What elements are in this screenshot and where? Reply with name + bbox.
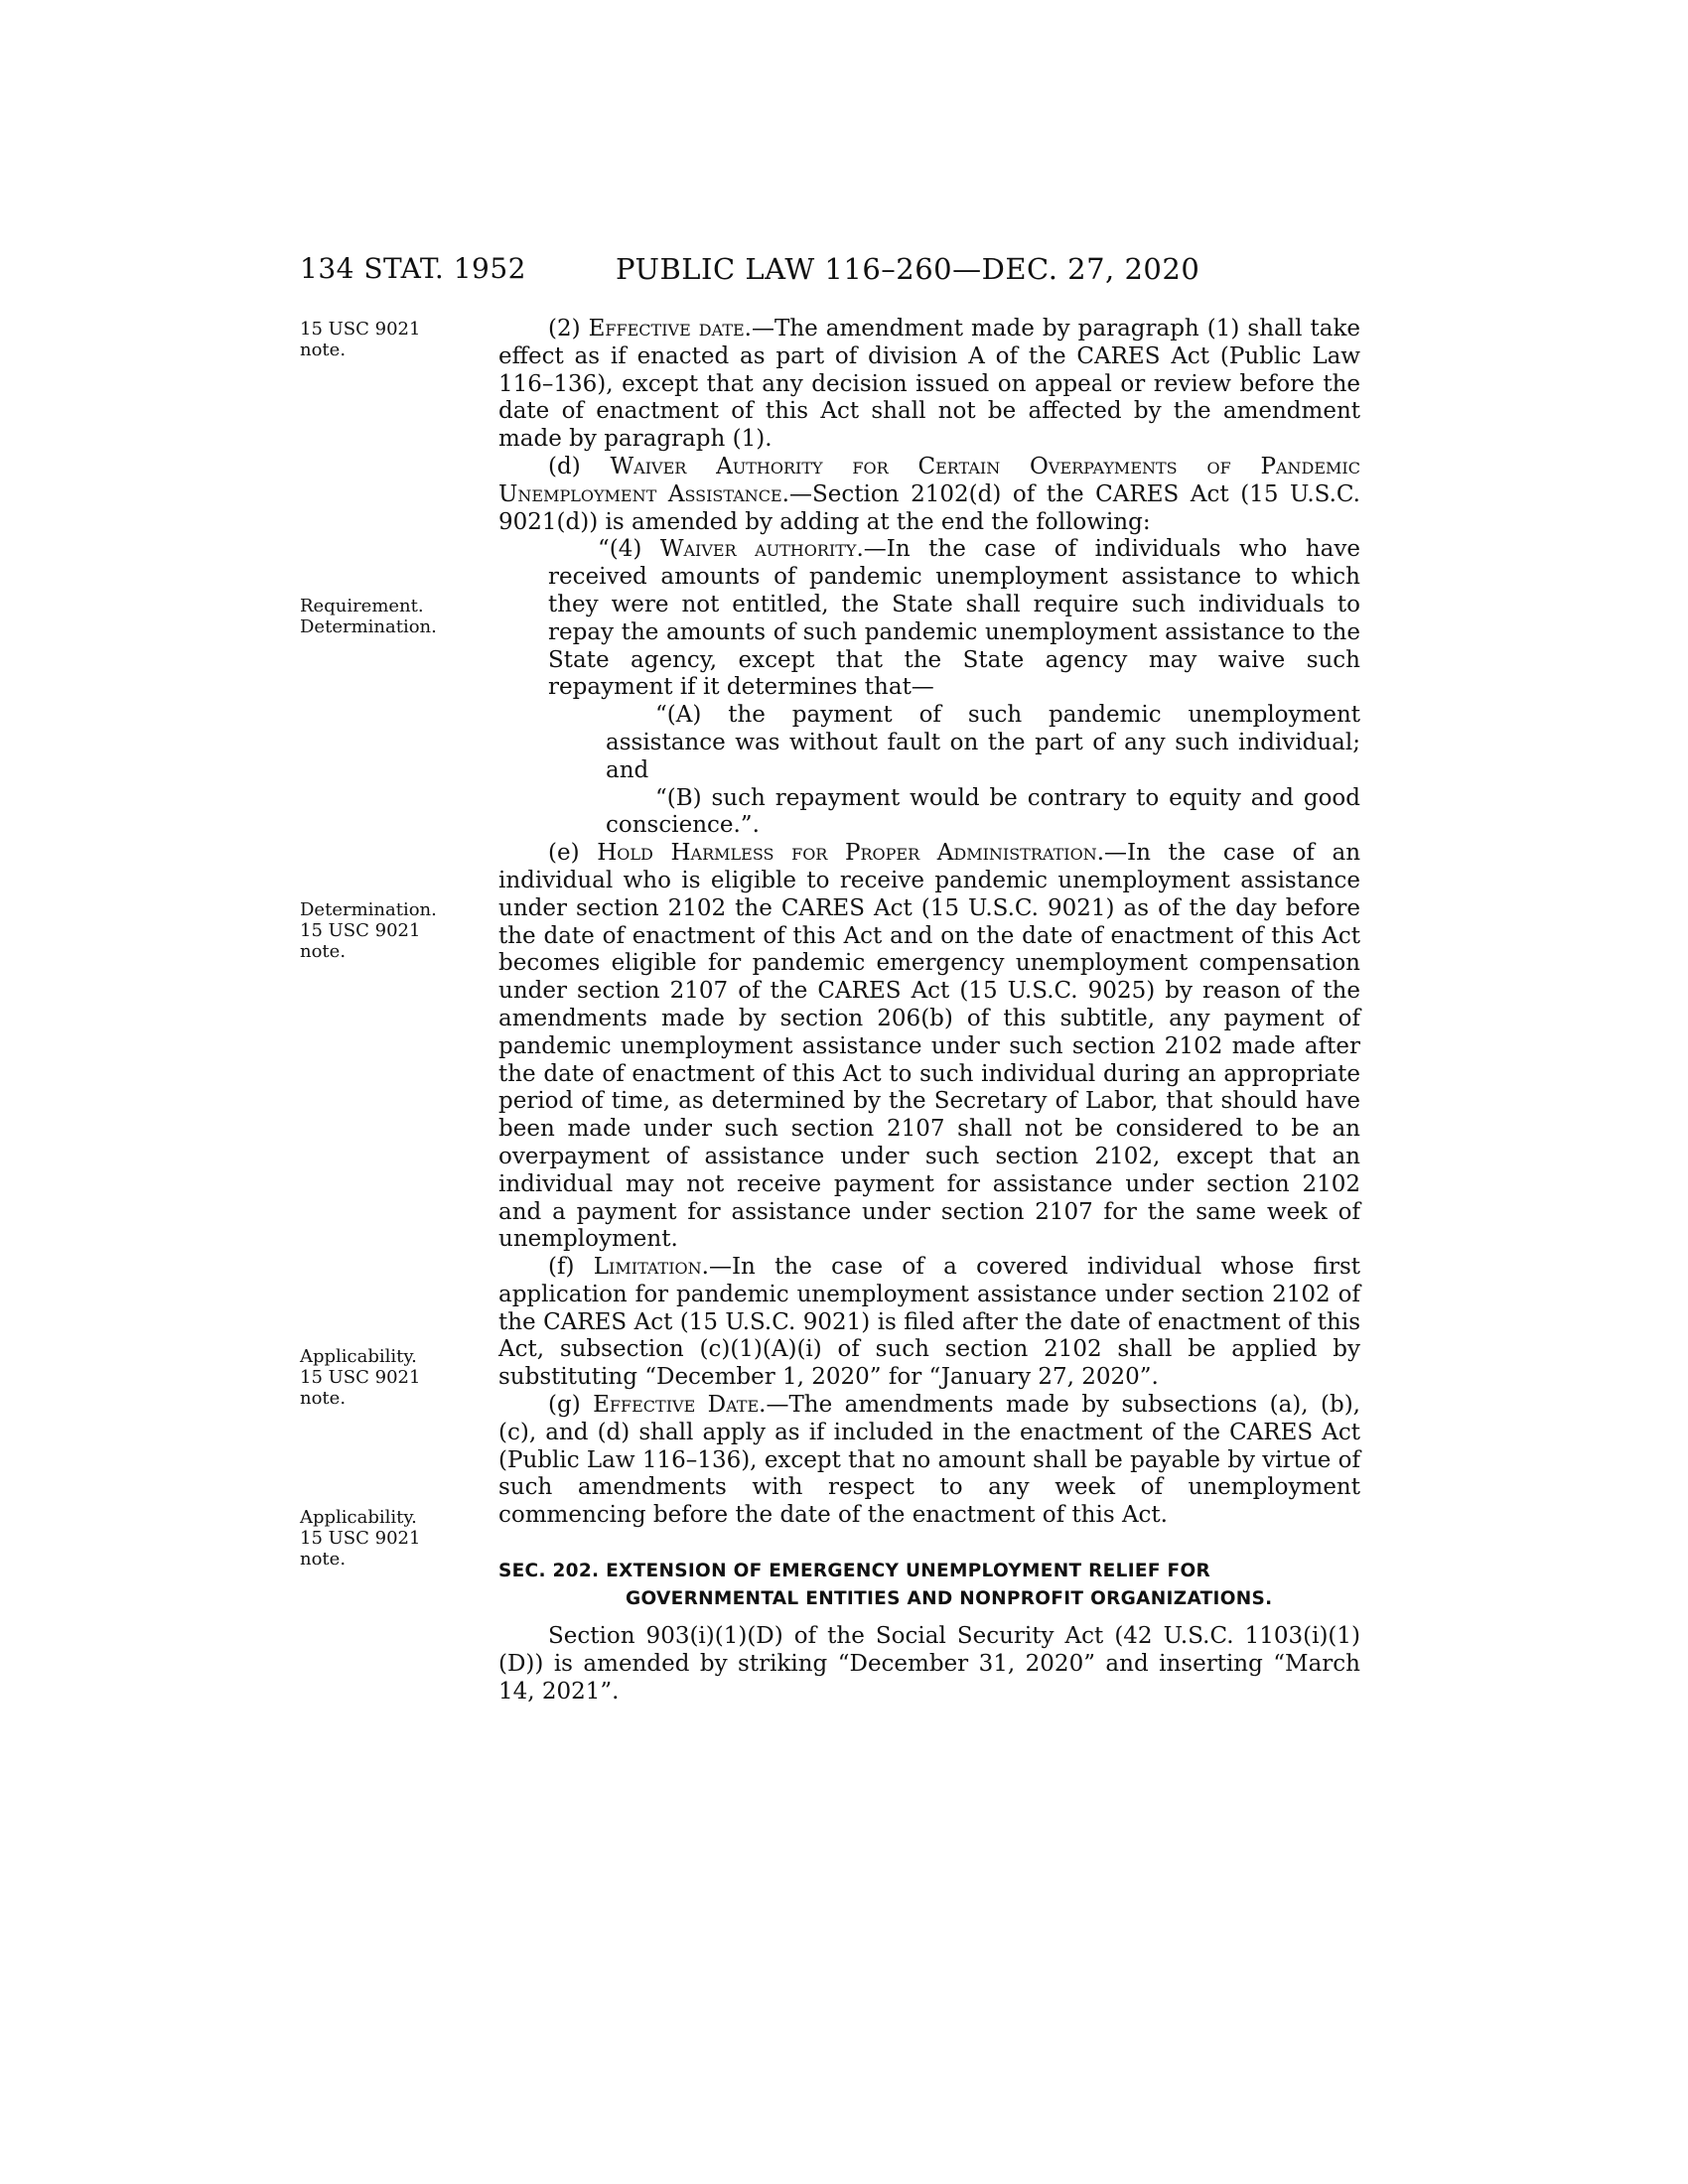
stat-page-number: 134 STAT. 1952 bbox=[300, 252, 526, 285]
section-202-heading: SEC. 202. EXTENSION OF EMERGENCY UNEMPLOYMENT RELIEF FOR GOVERNMENTAL ENTITIES AND NONPROFIT ORGANIZATIONS. bbox=[498, 1561, 1273, 1610]
subsection-d-waiver-authority: (d) Waiver Authority for Certain Overpayments of Pandemic Unemployment Assistance.—Section 2102(d) of the CARES Act (15 U.S.C. 9021(d)) is amended by adding at the end the following: bbox=[498, 453, 1360, 535]
quoted-subparagraph-b: “(B) such repayment would be contrary to equity and good conscience.”. bbox=[606, 784, 1360, 839]
margin-note: Requirement. Determination. bbox=[300, 596, 437, 637]
margin-note: Determination. 15 USC 9021 note. bbox=[300, 899, 437, 962]
margin-note: Applicability. 15 USC 9021 note. bbox=[300, 1346, 421, 1409]
margin-note: Applicability. 15 USC 9021 note. bbox=[300, 1507, 421, 1570]
quoted-paragraph-4: “(4) Waiver authority.—In the case of individuals who have received amounts of pandemic unemployment assistance to which they were not entitled, the State shall require such individuals to repay the amounts of such pandemic unemployment assistance to the State agency, except that the State agency may waive such repayment if it determines that— bbox=[548, 536, 1360, 701]
statute-body bbox=[498, 316, 1360, 1706]
margin-note: 15 USC 9021 note. bbox=[300, 319, 421, 360]
section-202-text: Section 903(i)(1)(D) of the Social Security Act (42 U.S.C. 1103(i)(1)(D)) is amended by striking “December 31, 2020” and inserting “March 14, 2021”. bbox=[498, 1623, 1360, 1705]
quoted-subparagraph-a: “(A) the payment of such pandemic unemployment assistance was without fault on the part of any such individual; and bbox=[606, 702, 1360, 783]
subsection-g-effective-date: (g) Effective Date.—The amendments made by subsections (a), (b), (c), and (d) shall apply as if included in the enactment of the CARES Act (Public Law 116–136), except that no amount shall be payable by virtue of such amendments with respect to any week of unemployment commencing before the date of the enactment of this Act. bbox=[498, 1392, 1360, 1529]
subsection-e-hold-harmless: (e) Hold Harmless for Proper Administration.—In the case of an individual who is eligible to receive pandemic unemployment assistance under section 2102 the CARES Act (15 U.S.C. 9021) as of the day before the date of enactment of this Act and on the date of enactment of this Act becomes eligible for pandemic emergency unemployment compensation under section 2107 of the CARES Act (15 U.S.C. 9025) by reason of the amendments made by section 206(b) of this subtitle, any payment of pandemic unemployment assistance under such section 2102 made after the date of enactment of this Act to such individual during an appropriate period of time, as determined by the Secretary of Labor, that should have been made under such section 2107 shall not be considered to be an overpayment of assistance under such section 2102, except that an individual may not receive payment for assistance under section 2102 and a payment for assistance under section 2107 for the same week of unemployment. bbox=[498, 840, 1361, 1253]
paragraph-2-effective-date: (2) Effective date.—The amendment made by paragraph (1) shall take effect as if enacted as part of division A of the CARES Act (Public Law 116–136), except that any decision issued on appeal or review before the date of enactment of this Act shall not be affected by the amendment made by paragraph (1). bbox=[498, 316, 1360, 453]
running-header bbox=[300, 252, 1360, 292]
public-law-title: PUBLIC LAW 116–260—DEC. 27, 2020 bbox=[616, 252, 1200, 286]
subsection-f-limitation: (f) Limitation.—In the case of a covered individual whose first application for pandemic unemployment assistance under section 2102 of the CARES Act (15 U.S.C. 9021) is filed after the date of enactment of this Act, subsection (c)(1)(A)(i) of such section 2102 shall be applied by substituting “December 1, 2020” for “January 27, 2020”. bbox=[498, 1254, 1360, 1391]
